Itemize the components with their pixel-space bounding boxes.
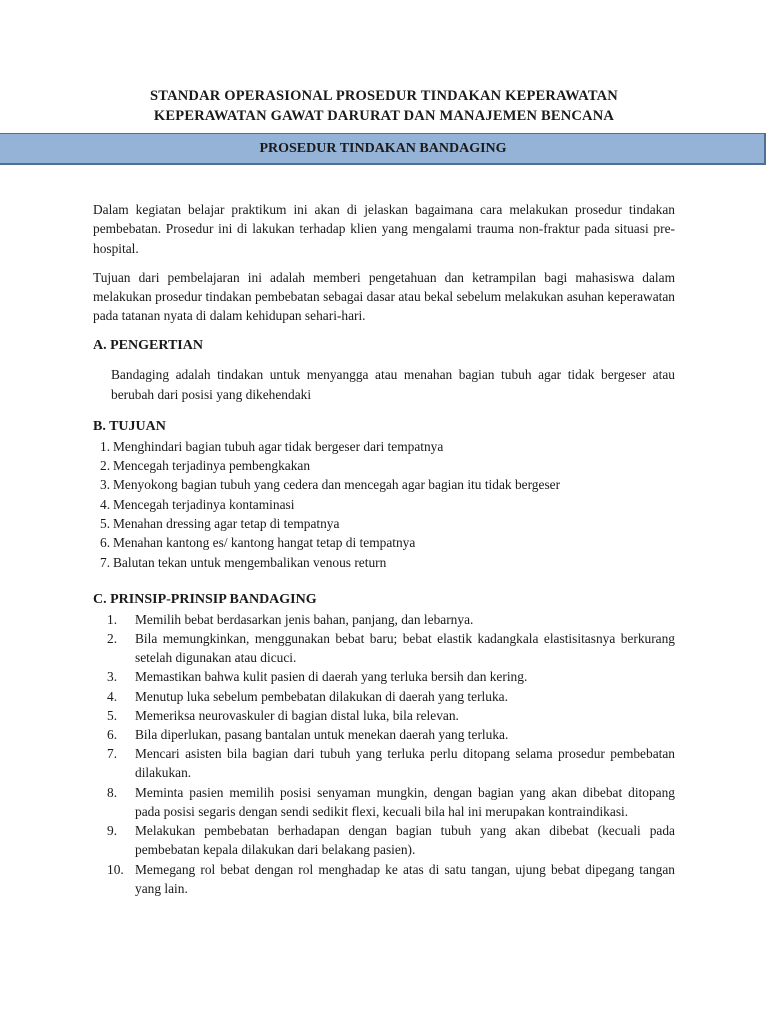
- intro-paragraph-1: Dalam kegiatan belajar praktikum ini akan di jelaskan bagaimana cara melakukan prosedur tindakan pembebatan. Prosedur ini di lakukan terhadap klien yang mengalami trauma non-fraktur pada situasi pre-hospital.: [93, 202, 675, 256]
- document-title-line-2: KEPERAWATAN GAWAT DARURAT DAN MANAJEMEN BENCANA: [153, 108, 615, 124]
- section-b-heading: B. TUJUAN: [93, 418, 166, 434]
- banner-title: PROSEDUR TINDAKAN BANDAGING: [259, 141, 507, 156]
- document-body: [93, 200, 675, 898]
- list-item: 6. Menahan kantong es/ kantong hangat tetap di tempatnya: [100, 535, 416, 551]
- list-item: 5. Menahan dressing agar tetap di tempatnya: [100, 515, 340, 531]
- list-item: 9. Melakukan pembebatan berhadapan dengan bagian tubuh yang akan dibebat (kecuali pada pembebatan kepala dilakukan dari belakang pasien).: [107, 823, 675, 858]
- list-item: 10. Memegang rol bebat dengan rol menghadap ke atas di satu tangan, ujung bebat dipegang tangan yang lain.: [107, 861, 675, 896]
- list-item: 3. Menyokong bagian tubuh yang cedera dan mencegah agar bagian itu tidak bergeser: [100, 477, 561, 493]
- list-item: 1. Memilih bebat berdasarkan jenis bahan, panjang, dan lebarnya.: [107, 611, 474, 627]
- list-item: 4. Menutup luka sebelum pembebatan dilakukan di daerah yang terluka.: [107, 688, 508, 704]
- section-a-heading: A. PENGERTIAN: [93, 337, 203, 353]
- section-c-heading: C. PRINSIP-PRINSIP BANDAGING: [93, 591, 317, 607]
- list-item: 7. Mencari asisten bila bagian dari tubuh yang terluka perlu ditopang selama prosedur pembebatan dilakukan.: [107, 746, 675, 781]
- list-item: 1. Menghindari bagian tubuh agar tidak bergeser dari tempatnya: [100, 438, 444, 454]
- intro-paragraph-2: Tujuan dari pembelajaran ini adalah memberi pengetahuan dan ketrampilan bagi mahasiswa dalam melakukan prosedur tindakan pembebatan sebagai dasar atau bekal sebelum melakukan asuhan keperawatan pada tatanan nyata di dalam kehidupan sehari-hari.: [93, 269, 675, 324]
- list-item: 2. Mencegah terjadinya pembengkakan: [100, 458, 311, 474]
- list-item: 8. Meminta pasien memilih posisi senyaman mungkin, dengan bagian yang akan dibebat ditopang pada posisi segaris dengan sendi sedikit flexi, kecuali bila hal ini merupakan kontraindikasi.: [107, 784, 675, 819]
- list-item: 7. Balutan tekan untuk mengembalikan venous return: [100, 554, 387, 570]
- prinsip-list: [93, 610, 675, 898]
- section-a-text: Bandaging adalah tindakan untuk menyangga atau menahan bagian tubuh agar tidak bergeser atau berubah dari posisi yang dikehendaki: [111, 366, 675, 402]
- list-item: 2. Bila memungkinkan, menggunakan bebat baru; bebat elastik kadangkala elastisitasnya berkurang setelah digunakan atau dicuci.: [107, 631, 675, 666]
- list-item: 6. Bila diperlukan, pasang bantalan untuk menekan daerah yang terluka.: [107, 727, 509, 743]
- document-title-line-1: STANDAR OPERASIONAL PROSEDUR TINDAKAN KEPERAWATAN: [150, 88, 618, 104]
- list-item: 3. Memastikan bahwa kulit pasien di daerah yang terluka bersih dan kering.: [107, 669, 528, 685]
- tujuan-list: [93, 437, 675, 572]
- list-item: 5. Memeriksa neurovaskuler di bagian distal luka, bila relevan.: [107, 707, 459, 723]
- list-item: 4. Mencegah terjadinya kontaminasi: [100, 496, 295, 512]
